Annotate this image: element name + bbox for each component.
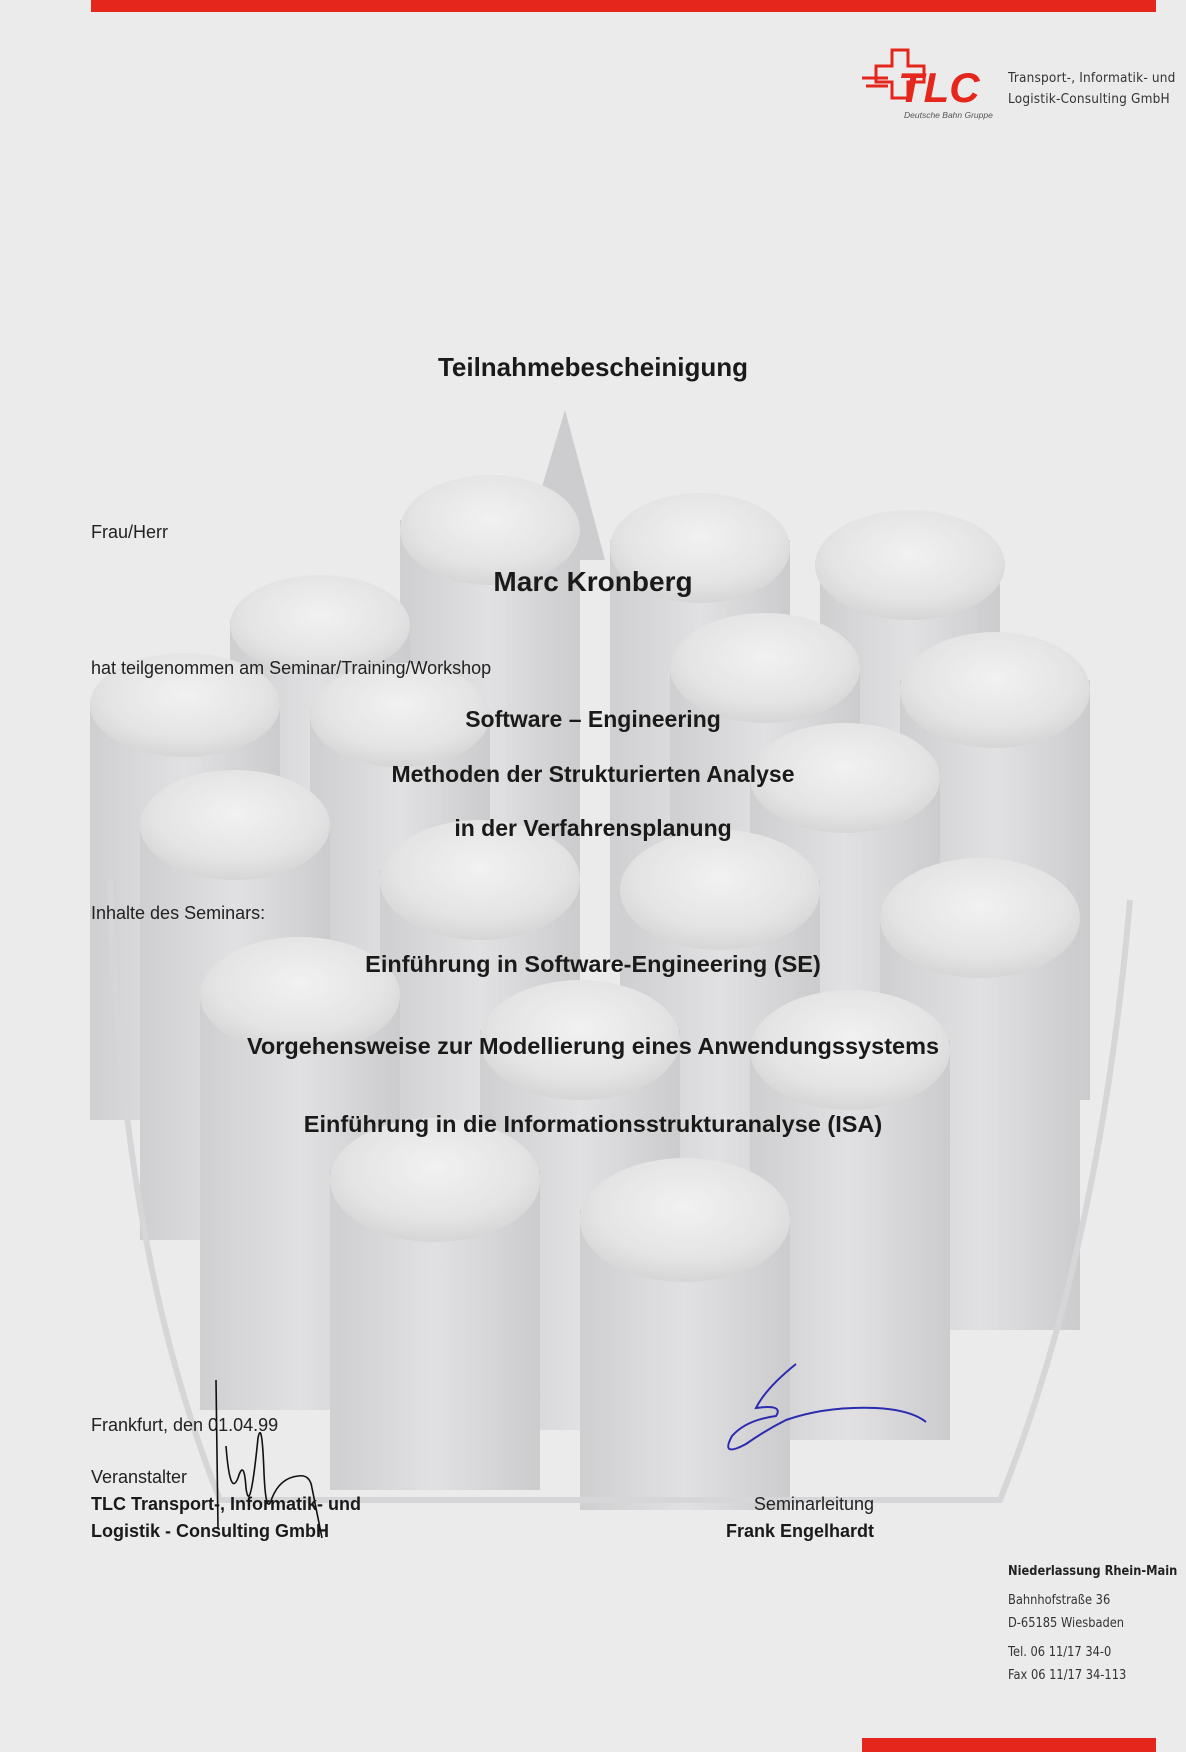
company-name: [1008, 68, 1176, 110]
company-line-1: Transport-, Informatik- und: [1008, 70, 1176, 86]
organizer-label: Veranstalter: [91, 1467, 188, 1487]
seminar-lead-label: Seminarleitung: [753, 1494, 874, 1514]
participation-text: hat teilgenommen am Seminar/Training/Workshop: [91, 658, 492, 678]
branch-fax: Fax 06 11/17 34-113: [1008, 1668, 1127, 1683]
seminar-line-1: Software – Engineering: [465, 706, 721, 732]
contents-label: Inhalte des Seminars:: [91, 903, 266, 923]
content-item-1: Einführung in Software-Engineering (SE): [365, 951, 821, 977]
place-date: Frankfurt, den 01.04.99: [91, 1415, 279, 1435]
salutation: Frau/Herr: [91, 522, 169, 542]
logo-subtext: Deutsche Bahn Gruppe: [904, 110, 993, 120]
branch-phone: Tel. 06 11/17 34-0: [1008, 1645, 1112, 1660]
branch-street: Bahnhofstraße 36: [1008, 1593, 1111, 1608]
seminar-line-3: in der Verfahrensplanung: [454, 815, 732, 841]
branch-city: D-65185 Wiesbaden: [1008, 1616, 1125, 1631]
bottom-accent-bar: [862, 1738, 1156, 1752]
branch-name: Niederlassung Rhein-Main: [1008, 1564, 1178, 1579]
participant-name: Marc Kronberg: [493, 566, 693, 597]
organizer-signature: [200, 1378, 350, 1548]
document-title: Teilnahmebescheinigung: [437, 352, 749, 382]
company-line-2: Logistik-Consulting GmbH: [1008, 91, 1170, 107]
top-accent-bar: [91, 0, 1156, 12]
content-item-2: Vorgehensweise zur Modellierung eines Anwendungssystems: [246, 1033, 940, 1059]
organizer-line-2: Logistik - Consulting GmbH: [91, 1521, 329, 1541]
seminar-lead-name: Frank Engelhardt: [725, 1521, 874, 1541]
organizer-line-1: TLC Transport-, Informatik- und: [91, 1494, 361, 1514]
logo-text: TLC: [898, 64, 980, 111]
content-item-3: Einführung in die Informationsstrukturanalyse (ISA): [303, 1111, 883, 1137]
seminar-lead-signature: [716, 1358, 936, 1458]
seminar-line-2: Methoden der Strukturierten Analyse: [391, 761, 795, 787]
tlc-logo: [858, 46, 1004, 122]
